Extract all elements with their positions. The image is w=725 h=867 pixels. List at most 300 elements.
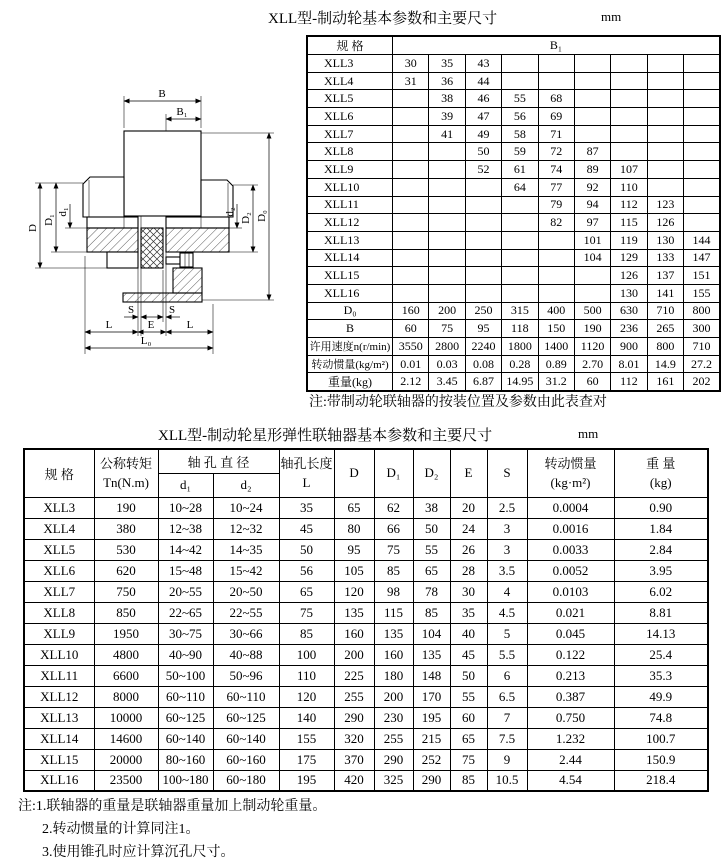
table-cell: 3.5 [487,560,527,581]
table-cell: 55 [502,90,538,108]
table-cell: 144 [684,231,721,249]
table-cell: 133 [647,249,683,267]
table-cell: 105 [334,560,374,581]
table-cell: 35.3 [614,665,708,686]
table-cell: 35 [450,602,487,623]
row-label: XLL7 [24,581,94,602]
table-cell: 50~96 [213,665,279,686]
table-cell: 80 [334,518,374,539]
table-cell: 0.89 [538,355,574,373]
inertia-header-line1: 转动惯量 [544,455,597,471]
table-cell: 0.0103 [527,581,614,602]
table-cell: 110 [279,665,334,686]
table-cell: 130 [647,231,683,249]
table-cell [647,178,683,196]
table-cell [429,214,465,232]
bore-diameter-header: 轴 孔 直 径 [158,449,279,473]
table-cell: 147 [684,249,721,267]
table-cell: 77 [538,178,574,196]
table-cell: 38 [413,497,450,518]
table-cell: 215 [413,728,450,749]
row-label: 转动惯量(kg/m²) [307,355,393,373]
table-cell: 69 [538,108,574,126]
table-row [307,214,720,232]
table-cell: 400 [538,302,574,320]
dim-label-S2: S [168,304,176,316]
table1-title: XLL型-制动轮基本参数和主要尺寸 [268,11,498,27]
table-cell: 89 [574,161,610,179]
table-cell: 78 [413,581,450,602]
E-header: E [450,449,487,497]
dim-label-D0: D₀ [256,210,268,222]
table-cell [465,231,501,249]
table-cell [502,72,538,90]
table-cell: 3 [487,518,527,539]
table-cell: 6.5 [487,686,527,707]
table-cell: 65 [279,581,334,602]
table-cell: 120 [279,686,334,707]
table-cell: 24 [450,518,487,539]
unit-label-2: mm [578,426,599,441]
row-label: XLL4 [24,518,94,539]
table-cell: 72 [538,143,574,161]
table-cell [393,108,429,126]
table-cell [538,249,574,267]
d1-subheader: d₁ [158,473,213,497]
dim-label-B1: B₁ [176,106,188,118]
table-cell: 82 [538,214,574,232]
table-cell [429,284,465,302]
table-cell: 129 [611,249,647,267]
row-label: XLL11 [307,196,393,214]
table-row [24,707,708,728]
table-cell [465,178,501,196]
table-cell [538,284,574,302]
table-cell: 0.387 [527,686,614,707]
row-label: XLL14 [307,249,393,267]
row-label: D₀ [307,302,393,320]
table-cell: 0.021 [527,602,614,623]
table-cell: 2.70 [574,355,610,373]
table-row [307,196,720,214]
table-cell [465,284,501,302]
table-cell: 1950 [94,623,158,644]
table-cell [393,284,429,302]
weight-header-line2: (kg) [649,475,672,491]
table-cell [465,196,501,214]
table-cell: 46 [465,90,501,108]
table-cell: 180 [374,665,413,686]
table-cell: 60~125 [158,707,213,728]
table-cell: 60~110 [213,686,279,707]
table-cell: 320 [334,728,374,749]
table-cell [574,55,610,73]
table-row [307,302,720,320]
table-cell: 75 [429,320,465,338]
table-cell: 2800 [429,338,465,356]
table-cell [393,214,429,232]
table-cell: 94 [574,196,610,214]
d2-subheader: d₂ [213,473,279,497]
table-cell: 62 [374,497,413,518]
table-cell: 112 [611,373,647,392]
row-label: 许用速度n(r/min) [307,338,393,356]
table-cell: 750 [94,581,158,602]
table-cell: 100 [279,644,334,665]
table-cell: 39 [429,108,465,126]
table-cell [574,72,610,90]
table-header-row [307,36,720,55]
table-cell: 0.750 [527,707,614,728]
table-cell: 218.4 [614,770,708,791]
table-cell: 3550 [393,338,429,356]
table-cell [684,108,721,126]
table-cell: 5 [487,623,527,644]
table-row [24,665,708,686]
table-cell: 60 [393,320,429,338]
table-cell: 40 [450,623,487,644]
table-cell: 0.122 [527,644,614,665]
table-cell: 236 [611,320,647,338]
table-cell: 60~110 [158,686,213,707]
table-cell: 100.7 [614,728,708,749]
table-cell: 85 [413,602,450,623]
S-header: S [487,449,527,497]
table-row [307,284,720,302]
bolt-shank [166,257,180,264]
table-cell: 65 [450,728,487,749]
table-cell: 161 [647,373,683,392]
row-label: XLL10 [24,644,94,665]
table-cell [502,214,538,232]
table-cell: 3.45 [429,373,465,392]
table-cell: 28 [450,560,487,581]
table-cell [538,267,574,285]
table-cell: 4 [487,581,527,602]
table-cell [611,90,647,108]
row-label: XLL15 [307,267,393,285]
table-cell: 104 [574,249,610,267]
table-cell: 148 [413,665,450,686]
row-label: XLL10 [307,178,393,196]
table-cell: 45 [279,518,334,539]
table-cell [502,196,538,214]
table-cell: 2.44 [527,749,614,770]
table-cell [647,55,683,73]
table-cell: 50 [279,539,334,560]
row-label: XLL11 [24,665,94,686]
table-cell [502,284,538,302]
inertia-header-line2: (kg·m²) [550,475,591,491]
table-cell: 20000 [94,749,158,770]
table-cell: 290 [413,770,450,791]
table-cell: 200 [429,302,465,320]
row-label: B [307,320,393,338]
table-cell [538,55,574,73]
table-cell [647,161,683,179]
table-row [307,108,720,126]
table-cell: 255 [374,728,413,749]
elastomer-spider [141,228,163,268]
table-cell: 290 [374,749,413,770]
table-cell: 6600 [94,665,158,686]
table-cell [429,231,465,249]
table-cell: 0.01 [393,355,429,373]
table-row [307,125,720,143]
table-cell: 126 [647,214,683,232]
table-cell: 2.12 [393,373,429,392]
table-cell [647,90,683,108]
row-label: XLL6 [307,108,393,126]
table-cell [684,90,721,108]
table-cell: 50 [450,665,487,686]
row-label: XLL7 [307,125,393,143]
table-cell: 14.13 [614,623,708,644]
table-cell: 115 [611,214,647,232]
spec-column-header: 规 格 [307,36,393,55]
dim-label-D1: D₁ [43,214,55,226]
table-cell: 290 [334,707,374,728]
table-cell: 530 [94,539,158,560]
table-cell [393,143,429,161]
table-cell [393,161,429,179]
table-cell: 135 [334,602,374,623]
right-bore-band [166,217,229,228]
table-cell: 137 [647,267,683,285]
table-cell: 190 [94,497,158,518]
table-cell [429,267,465,285]
table-cell: 255 [334,686,374,707]
table-cell: 97 [574,214,610,232]
table-cell: 420 [334,770,374,791]
table-cell [502,55,538,73]
table-cell: 140 [279,707,334,728]
table-cell: 265 [647,320,683,338]
table-cell: 200 [334,644,374,665]
table-cell: 115 [374,602,413,623]
table-cell: 50 [413,518,450,539]
table-cell: 850 [94,602,158,623]
table-cell: 26 [450,539,487,560]
table-cell: 155 [684,284,721,302]
table-cell: 30~75 [158,623,213,644]
table-cell: 30 [393,55,429,73]
table-row [307,231,720,249]
brake-web [173,268,202,293]
table-cell: 12~38 [158,518,213,539]
footnote-1: 注:1.联轴器的重量是联轴器重量加上制动轮重量。 [18,799,327,814]
table-cell [393,196,429,214]
table-cell: 0.90 [614,497,708,518]
unit-label-1: mm [601,9,622,24]
table-row [24,497,708,518]
table-cell: 0.0033 [527,539,614,560]
table-row [24,728,708,749]
footnotes [18,795,326,864]
table-cell: 23500 [94,770,158,791]
table-row [307,338,720,356]
table-row [24,539,708,560]
table-row [307,373,720,392]
table-cell: 22~55 [213,602,279,623]
dim-label-L1: L [105,319,113,331]
table-cell: 130 [611,284,647,302]
table-row [24,644,708,665]
table-cell: 20 [450,497,487,518]
table-cell: 20~55 [158,581,213,602]
table-cell: 40~88 [213,644,279,665]
table-row [24,686,708,707]
table-cell: 155 [279,728,334,749]
table-cell: 202 [684,373,721,392]
table-cell [647,143,683,161]
table-row [24,560,708,581]
table-row [307,72,720,90]
table-cell: 10.5 [487,770,527,791]
table-cell: 1400 [538,338,574,356]
left-hub-hatch [87,228,138,252]
table-cell: 64 [502,178,538,196]
table-row [307,90,720,108]
table-cell: 370 [334,749,374,770]
table-cell: 1.232 [527,728,614,749]
table-cell [429,249,465,267]
table-cell: 8000 [94,686,158,707]
row-label: XLL5 [307,90,393,108]
table-cell: 95 [465,320,501,338]
dim-label-L2: L [186,319,194,331]
row-label: XLL8 [24,602,94,623]
table-cell: 160 [393,302,429,320]
left-bore-band [87,217,138,228]
table-cell: 2.84 [614,539,708,560]
table-cell [684,125,721,143]
D1-header: D₁ [374,449,413,497]
table-cell: 126 [611,267,647,285]
dim-label-d2: d₂ [224,207,236,217]
table-cell [647,108,683,126]
dim-label-S1: S [127,304,135,316]
table-cell: 66 [374,518,413,539]
torque-header-line1: 公称转矩 [99,455,152,471]
table-row [24,770,708,791]
table-cell: 35 [429,55,465,73]
table-cell [393,231,429,249]
table-cell: 3 [487,539,527,560]
table-cell: 0.08 [465,355,501,373]
table-cell: 101 [574,231,610,249]
table-cell: 85 [374,560,413,581]
table-cell [574,108,610,126]
table-cell: 14.9 [647,355,683,373]
table-cell: 10000 [94,707,158,728]
table-cell: 150.9 [614,749,708,770]
table-cell: 7.5 [487,728,527,749]
table-cell: 160 [374,644,413,665]
table-cell: 119 [611,231,647,249]
table-row [24,623,708,644]
brake-flange [123,293,202,302]
weight-header [614,449,708,497]
table-row [307,249,720,267]
table-cell: 4.54 [527,770,614,791]
table-cell: 710 [647,302,683,320]
torque-header-line2: Tn(N.m) [103,475,149,491]
table-cell [393,125,429,143]
table-cell: 41 [429,125,465,143]
left-hub-boss [107,252,138,268]
table-cell: 31.2 [538,373,574,392]
row-label: 重量(kg) [307,373,393,392]
dim-label-L0: L₀ [140,335,152,347]
table-cell [684,55,721,73]
inertia-header [527,449,614,497]
D-header: D [334,449,374,497]
coupling-parameter-table [23,448,709,792]
row-label: XLL16 [307,284,393,302]
table-cell [684,72,721,90]
row-label: XLL9 [24,623,94,644]
table-cell [647,125,683,143]
torque-header [94,449,158,497]
coupling-section-drawing [10,70,300,400]
row-label: XLL14 [24,728,94,749]
table-cell: 500 [574,302,610,320]
table-cell [502,231,538,249]
dim-label-D2: D₂ [240,212,252,224]
table-cell: 151 [684,267,721,285]
table-cell [429,178,465,196]
table-cell [684,196,721,214]
table-cell: 300 [684,320,721,338]
table-cell: 36 [429,72,465,90]
table-cell: 31 [393,72,429,90]
table-cell: 2.5 [487,497,527,518]
dim-label-D: D [27,224,39,232]
table-cell: 30~66 [213,623,279,644]
row-label: XLL12 [24,686,94,707]
table-cell: 104 [413,623,450,644]
table-cell [684,178,721,196]
table-cell: 59 [502,143,538,161]
table-cell: 98 [374,581,413,602]
table-cell: 123 [647,196,683,214]
table-cell: 630 [611,302,647,320]
dim-label-E: E [147,319,155,331]
table-cell: 56 [502,108,538,126]
table-cell: 225 [334,665,374,686]
table-row [24,581,708,602]
table-cell: 60 [574,373,610,392]
table-cell: 38 [429,90,465,108]
table-cell: 35 [279,497,334,518]
table-cell: 0.213 [527,665,614,686]
table-cell: 1120 [574,338,610,356]
table-cell [611,72,647,90]
table-cell: 55 [450,686,487,707]
table-cell: 20~50 [213,581,279,602]
table-cell: 40~90 [158,644,213,665]
table-row [24,602,708,623]
table-cell [574,267,610,285]
table-cell [465,249,501,267]
table2-title: XLL型-制动轮星形弹性联轴器基本参数和主要尺寸 [158,428,493,444]
table-cell [502,249,538,267]
row-label: XLL6 [24,560,94,581]
table-cell: 200 [374,686,413,707]
table-cell: 75 [374,539,413,560]
row-label: XLL3 [24,497,94,518]
